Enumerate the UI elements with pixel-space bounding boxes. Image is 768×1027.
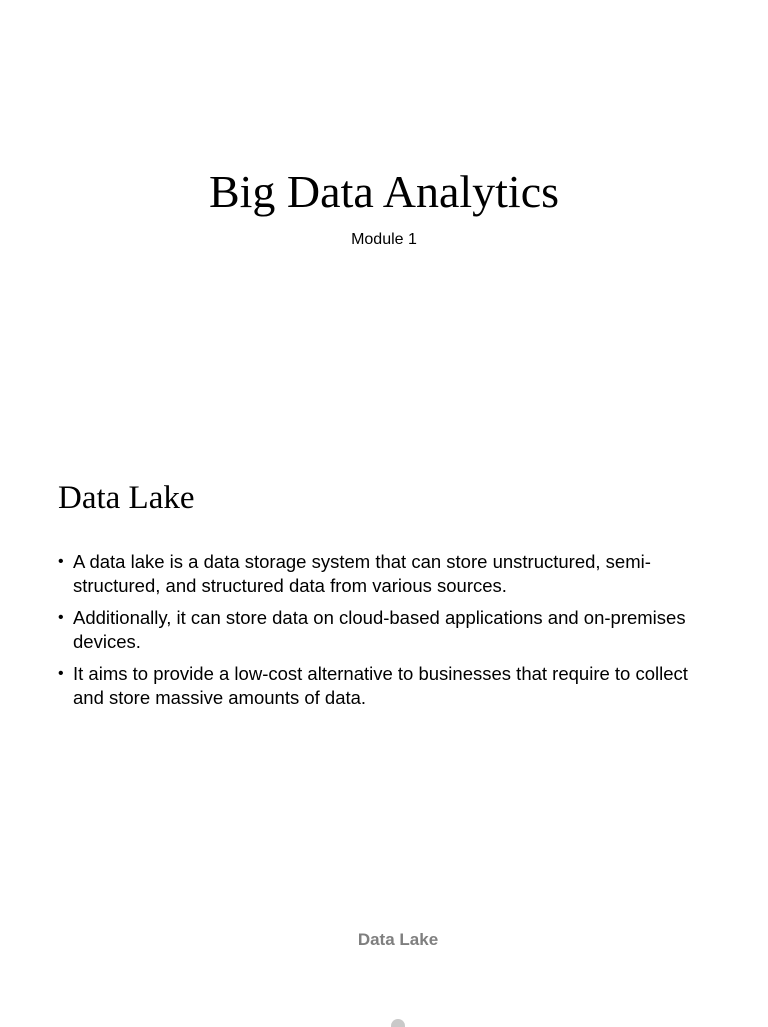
bullet-item [58, 662, 718, 710]
bullet-dot-icon: • [58, 609, 64, 626]
bullet-text: It aims to provide a low-cost alternative to businesses that require to collect and store massive amounts of data. [73, 663, 688, 708]
bullet-dot-icon: • [58, 553, 64, 570]
deck-subtitle: Module 1 [351, 231, 417, 248]
bullet-dot-icon: • [58, 665, 64, 682]
content-slide [0, 470, 768, 770]
next-slide-edge [391, 1019, 405, 1027]
deck-title: Big Data Analytics [208, 166, 560, 217]
bullet-text: Additionally, it can store data on cloud-based applications and on-premises devices. [73, 607, 686, 652]
bullet-item [58, 606, 718, 654]
next-slide-label: Data Lake [357, 930, 439, 949]
bullet-text: A data lake is a data storage system that can store unstructured, semi-structured, and structured data from various sources. [73, 551, 651, 596]
bullet-item [58, 550, 718, 598]
section-title: Data Lake [58, 480, 195, 516]
bullet-list [58, 550, 718, 718]
title-slide [0, 0, 768, 384]
